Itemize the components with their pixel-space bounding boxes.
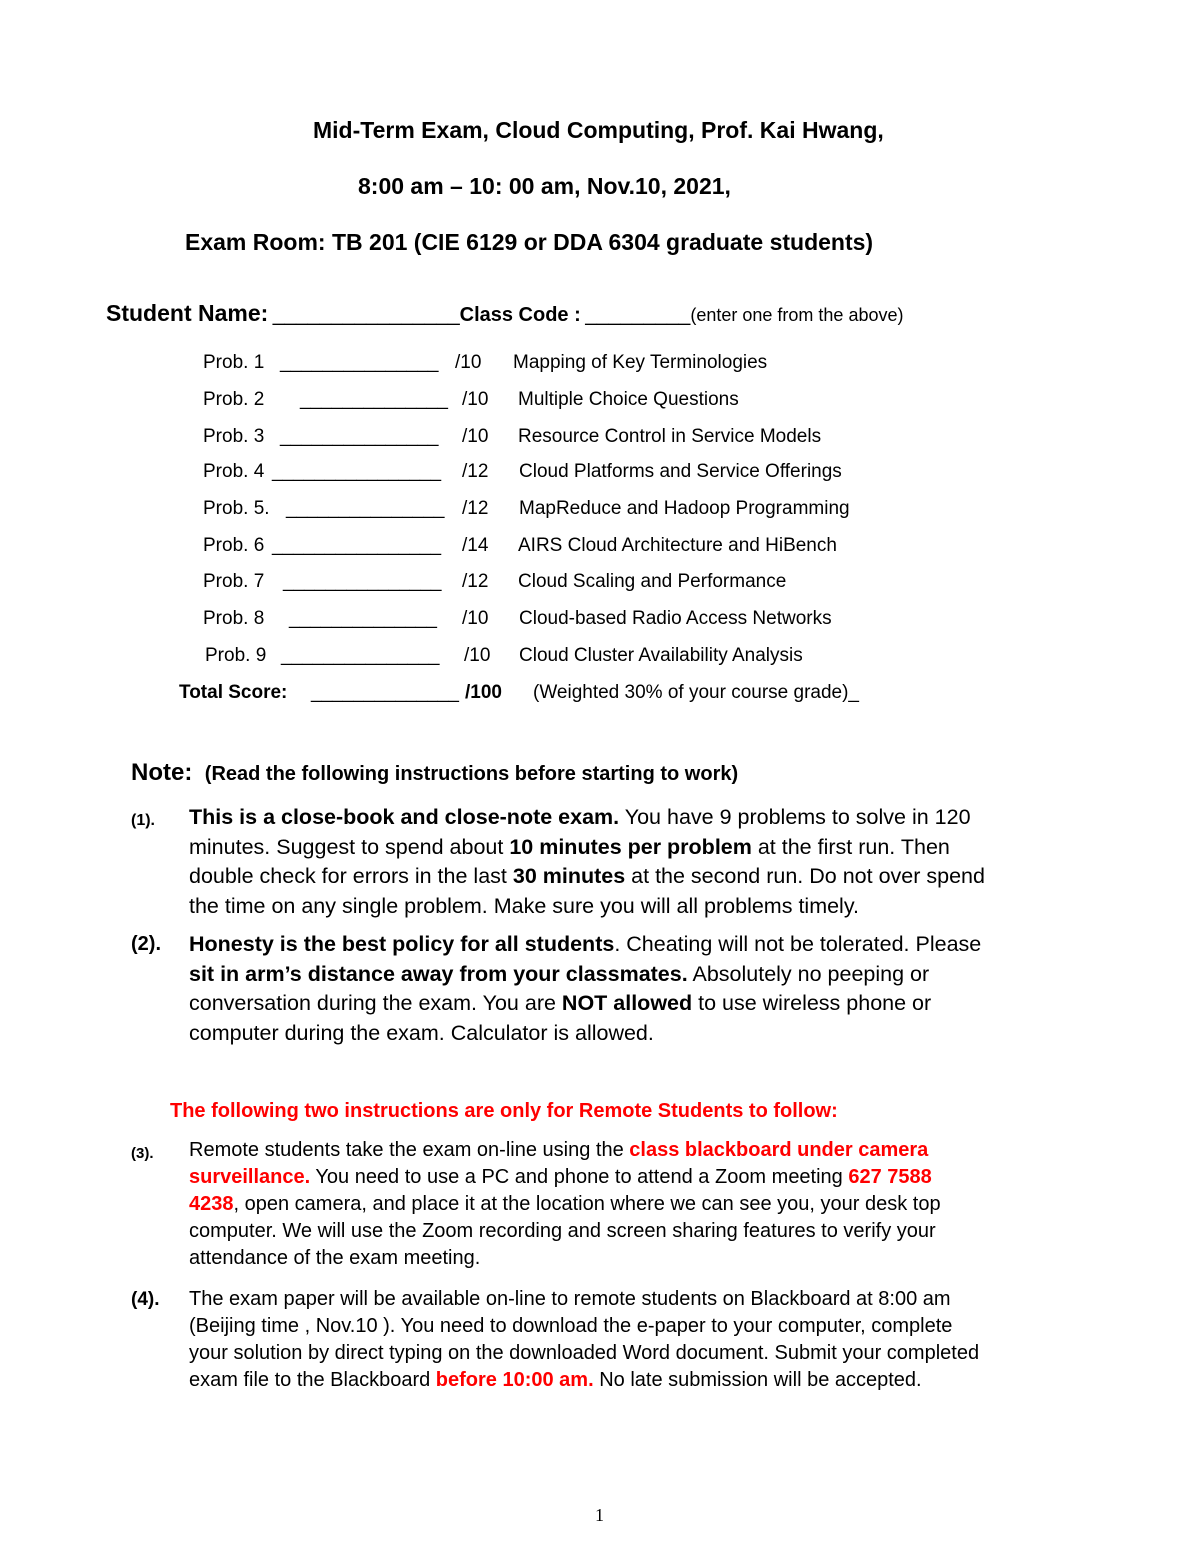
points: /12 bbox=[462, 461, 489, 482]
score-blank[interactable]: ________________ bbox=[272, 461, 442, 482]
topic: Cloud Cluster Availability Analysis bbox=[519, 645, 803, 666]
student-info-line bbox=[106, 300, 903, 327]
item-1-line-1: You have 9 problems to solve in 120 bbox=[619, 805, 971, 829]
topic: Mapping of Key Terminologies bbox=[513, 352, 768, 373]
note-heading bbox=[131, 759, 738, 787]
prob-label: Prob. 2 bbox=[203, 389, 265, 410]
item-3-line-2a: surveillance. bbox=[189, 1166, 311, 1188]
item-4-line-3: your solution by direct typing on the downloaded Word document. Submit your completed bbox=[189, 1342, 980, 1364]
exam-time: 8:00 am – 10: 00 am, Nov.10, 2021, bbox=[358, 173, 731, 199]
total-points: /100 bbox=[465, 682, 502, 703]
item-1-line-4: the time on any single problem. Make sure you will all problems timely. bbox=[189, 893, 859, 918]
item-2-number: (2). bbox=[131, 933, 161, 955]
remote-heading: The following two instructions are only for Remote Students to follow: bbox=[170, 1100, 838, 1122]
points: /10 bbox=[462, 389, 489, 410]
score-blank[interactable]: _______________ bbox=[286, 498, 445, 519]
score-blank[interactable]: _______________ bbox=[280, 426, 439, 447]
exam-room: Exam Room: TB 201 (CIE 6129 or DDA 6304 graduate students) bbox=[185, 229, 874, 255]
page-number: 1 bbox=[595, 1505, 604, 1525]
prob-label: Prob. 8 bbox=[203, 608, 265, 629]
score-blank[interactable]: ______________ bbox=[300, 389, 448, 410]
total-blank[interactable]: ______________ bbox=[311, 682, 459, 703]
points: /10 bbox=[464, 645, 491, 666]
item-3-line-4: computer. We will use the Zoom recording and screen sharing features to verify your bbox=[189, 1220, 936, 1242]
item-2-line-2a: sit in arm’s distance away from your classmates. bbox=[189, 961, 688, 986]
topic: Cloud Platforms and Service Offerings bbox=[519, 461, 842, 482]
prob-label: Prob. 4 bbox=[203, 461, 265, 482]
item-4-line-1: The exam paper will be available on-line to remote students on Blackboard at 8:00 am bbox=[189, 1288, 951, 1310]
item-3-line-1b: class blackboard under camera bbox=[629, 1139, 929, 1161]
item-1-line-3b: 30 minutes bbox=[512, 864, 626, 888]
score-blank[interactable]: ________________ bbox=[272, 535, 442, 556]
item-2-line-1: . Cheating will not be tolerated. Please bbox=[614, 932, 982, 956]
points: /12 bbox=[462, 498, 489, 519]
topic: Multiple Choice Questions bbox=[518, 389, 739, 410]
item-1-emphasis: This is a close-book and close-note exam. bbox=[189, 805, 620, 829]
points: /10 bbox=[462, 608, 489, 629]
prob-label: Prob. 7 bbox=[203, 571, 265, 592]
prob-label: Prob. 5. bbox=[203, 498, 270, 519]
item-2-line-2b: Absolutely no peeping or bbox=[687, 961, 930, 986]
item-3-line-5: attendance of the exam meeting. bbox=[189, 1247, 481, 1269]
prob-label: Prob. 6 bbox=[203, 535, 265, 556]
class-code-label: Class Code : bbox=[459, 304, 581, 326]
prob-label: Prob. 3 bbox=[203, 426, 265, 447]
points: /12 bbox=[462, 571, 489, 592]
item-1-line-3a: double check for errors in the last bbox=[189, 864, 513, 888]
points: /14 bbox=[462, 535, 489, 556]
points: /10 bbox=[462, 426, 489, 447]
item-4-text bbox=[189, 1286, 979, 1394]
item-2-line-3b: NOT allowed bbox=[561, 991, 693, 1015]
total-label: Total Score: bbox=[179, 682, 288, 703]
topic: MapReduce and Hadoop Programming bbox=[519, 498, 850, 519]
item-1-line-2a: minutes. Suggest to spend about bbox=[189, 834, 510, 859]
score-blank[interactable]: ______________ bbox=[289, 608, 437, 629]
score-blank[interactable]: _______________ bbox=[280, 352, 439, 373]
note-subtitle: (Read the following instructions before starting to work) bbox=[204, 763, 739, 785]
zoom-meeting-id-part-1: 627 7588 bbox=[848, 1166, 932, 1188]
item-1-line-2b: 10 minutes per problem bbox=[509, 834, 752, 859]
item-3-line-2b: You need to use a PC and phone to attend a Zoom meeting bbox=[310, 1166, 849, 1188]
total-note: (Weighted 30% of your course grade)_ bbox=[533, 682, 859, 703]
topic: Resource Control in Service Models bbox=[518, 426, 822, 447]
exam-title: Mid-Term Exam, Cloud Computing, Prof. Kai Hwang, bbox=[313, 117, 884, 143]
item-1-line-3c: at the second run. Do not over spend bbox=[625, 864, 985, 888]
class-code-hint: (enter one from the above) bbox=[690, 305, 904, 325]
score-blank[interactable]: _______________ bbox=[283, 571, 442, 592]
item-4-line-4a: exam file to the Blackboard bbox=[189, 1369, 436, 1391]
item-3-text bbox=[189, 1137, 941, 1272]
student-name-label: Student Name: bbox=[106, 300, 269, 326]
topic: Cloud Scaling and Performance bbox=[518, 571, 787, 592]
item-2-text bbox=[189, 930, 981, 1048]
item-1-line-2c: at the first run. Then bbox=[751, 834, 950, 859]
item-2-line-3a: conversation during the exam. You are bbox=[189, 991, 562, 1015]
item-3-line-1a: Remote students take the exam on-line using the bbox=[189, 1139, 630, 1161]
points: /10 bbox=[455, 352, 482, 373]
item-2-line-4: computer during the exam. Calculator is allowed. bbox=[189, 1020, 654, 1045]
score-blank[interactable]: _______________ bbox=[281, 645, 440, 666]
topic: Cloud-based Radio Access Networks bbox=[519, 608, 832, 629]
item-4-number: (4). bbox=[131, 1289, 160, 1310]
item-4-line-4c: No late submission will be accepted. bbox=[593, 1369, 922, 1391]
note-title: Note: bbox=[131, 759, 193, 786]
item-3-number: (3). bbox=[131, 1145, 154, 1162]
student-name-blank[interactable]: ________________ bbox=[272, 303, 460, 326]
topic: AIRS Cloud Architecture and HiBench bbox=[518, 535, 837, 556]
item-3-line-3: , open camera, and place it at the location where we can see you, your desk top bbox=[233, 1193, 941, 1215]
zoom-meeting-id-part-2: 4238 bbox=[189, 1193, 234, 1215]
prob-label: Prob. 1 bbox=[203, 352, 265, 373]
item-1-text bbox=[189, 803, 985, 921]
item-2-emphasis: Honesty is the best policy for all students bbox=[189, 932, 615, 956]
item-4-deadline: before 10:00 am. bbox=[435, 1369, 594, 1391]
prob-label: Prob. 9 bbox=[205, 645, 267, 666]
item-2-line-3c: to use wireless phone or bbox=[692, 991, 932, 1015]
item-1-number: (1). bbox=[131, 812, 155, 829]
item-4-line-2: (Beijing time , Nov.10 ). You need to download the e-paper to your computer, complete bbox=[189, 1315, 953, 1337]
class-code-blank[interactable]: _________ bbox=[585, 303, 691, 326]
